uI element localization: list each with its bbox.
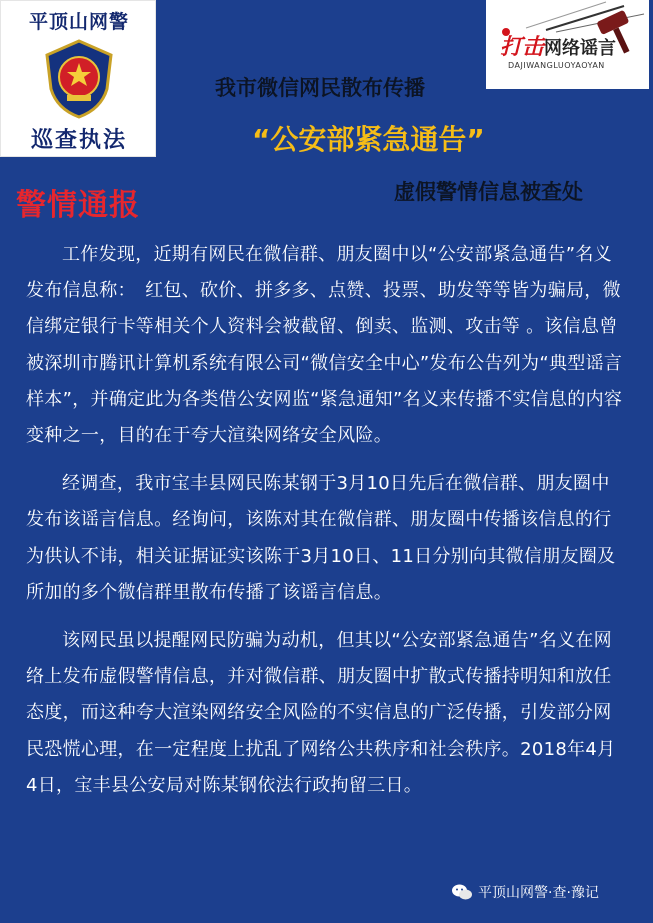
anti-rumor-pinyin: DAJIWANGLUOYAOYAN (508, 61, 605, 70)
quote-title: “公安部紧急通告” (252, 123, 485, 156)
paragraph: 该网民虽以提醒网民防骗为动机，但其以“公安部紧急通告”名义在网络上发布虚假警情信息，并对微信群、朋友圈中扩散式传播持明知和放任态度，而这种夸大渲染网络安全风险的不实信息的广泛传播，引发部分网民恐慌心理，在一定程度上扰乱了网络公共秩序和社会秩序。2018年4月4日，宝丰县公安局对陈某钢依法行政拘留三日。 (26, 630, 616, 796)
anti-rumor-logo (486, 0, 649, 89)
anti-rumor-title (500, 30, 616, 61)
subhead: 虚假警情信息被查处 (394, 180, 583, 204)
article-body (26, 237, 626, 816)
watermark-text: 平顶山网警·查·豫记 (478, 885, 599, 901)
anti-rumor-red: 打击 (500, 34, 545, 60)
police-badge (0, 0, 156, 157)
alert-tag: 警情通报 (16, 188, 140, 223)
badge-top-label: 平顶山网警 (28, 11, 129, 33)
police-emblem-icon (37, 37, 121, 121)
badge-bottom-label: 巡查执法 (30, 127, 127, 153)
paragraph: 经调查，我市宝丰县网民陈某钢于3月10日先后在微信群、朋友圈中发布该谣言信息。经询问，该陈对其在微信群、朋友圈中传播该信息的行为供认不讳，相关证据证实该陈于3月10日、11日分别向其微信朋友圈及所加的多个微信群里散布传播了该谣言信息。 (26, 473, 616, 603)
paragraph: 工作发现，近期有网民在微信群、朋友圈中以“公安部紧急通告”名义发布信息称： 红包、砍价、拼多多、点赞、投票、助发等等皆为骗局，微信绑定银行卡等相关个人资料会被截留、倒卖、监测、攻击等 。该信息曾被深圳市腾讯计算机系统有限公司“微信安全中心”发布公告列为“典型谣言样本”，并确定此为各类借公安网监“紧急通知”名义来传播不实信息的内容变种之一，目的在于夸大渲染网络安全风险。 (26, 244, 623, 447)
wechat-icon (451, 883, 473, 901)
headline: 我市微信网民散布传播 (215, 76, 425, 100)
watermark (451, 882, 599, 902)
anti-rumor-dark: 网络谣言 (544, 38, 617, 59)
